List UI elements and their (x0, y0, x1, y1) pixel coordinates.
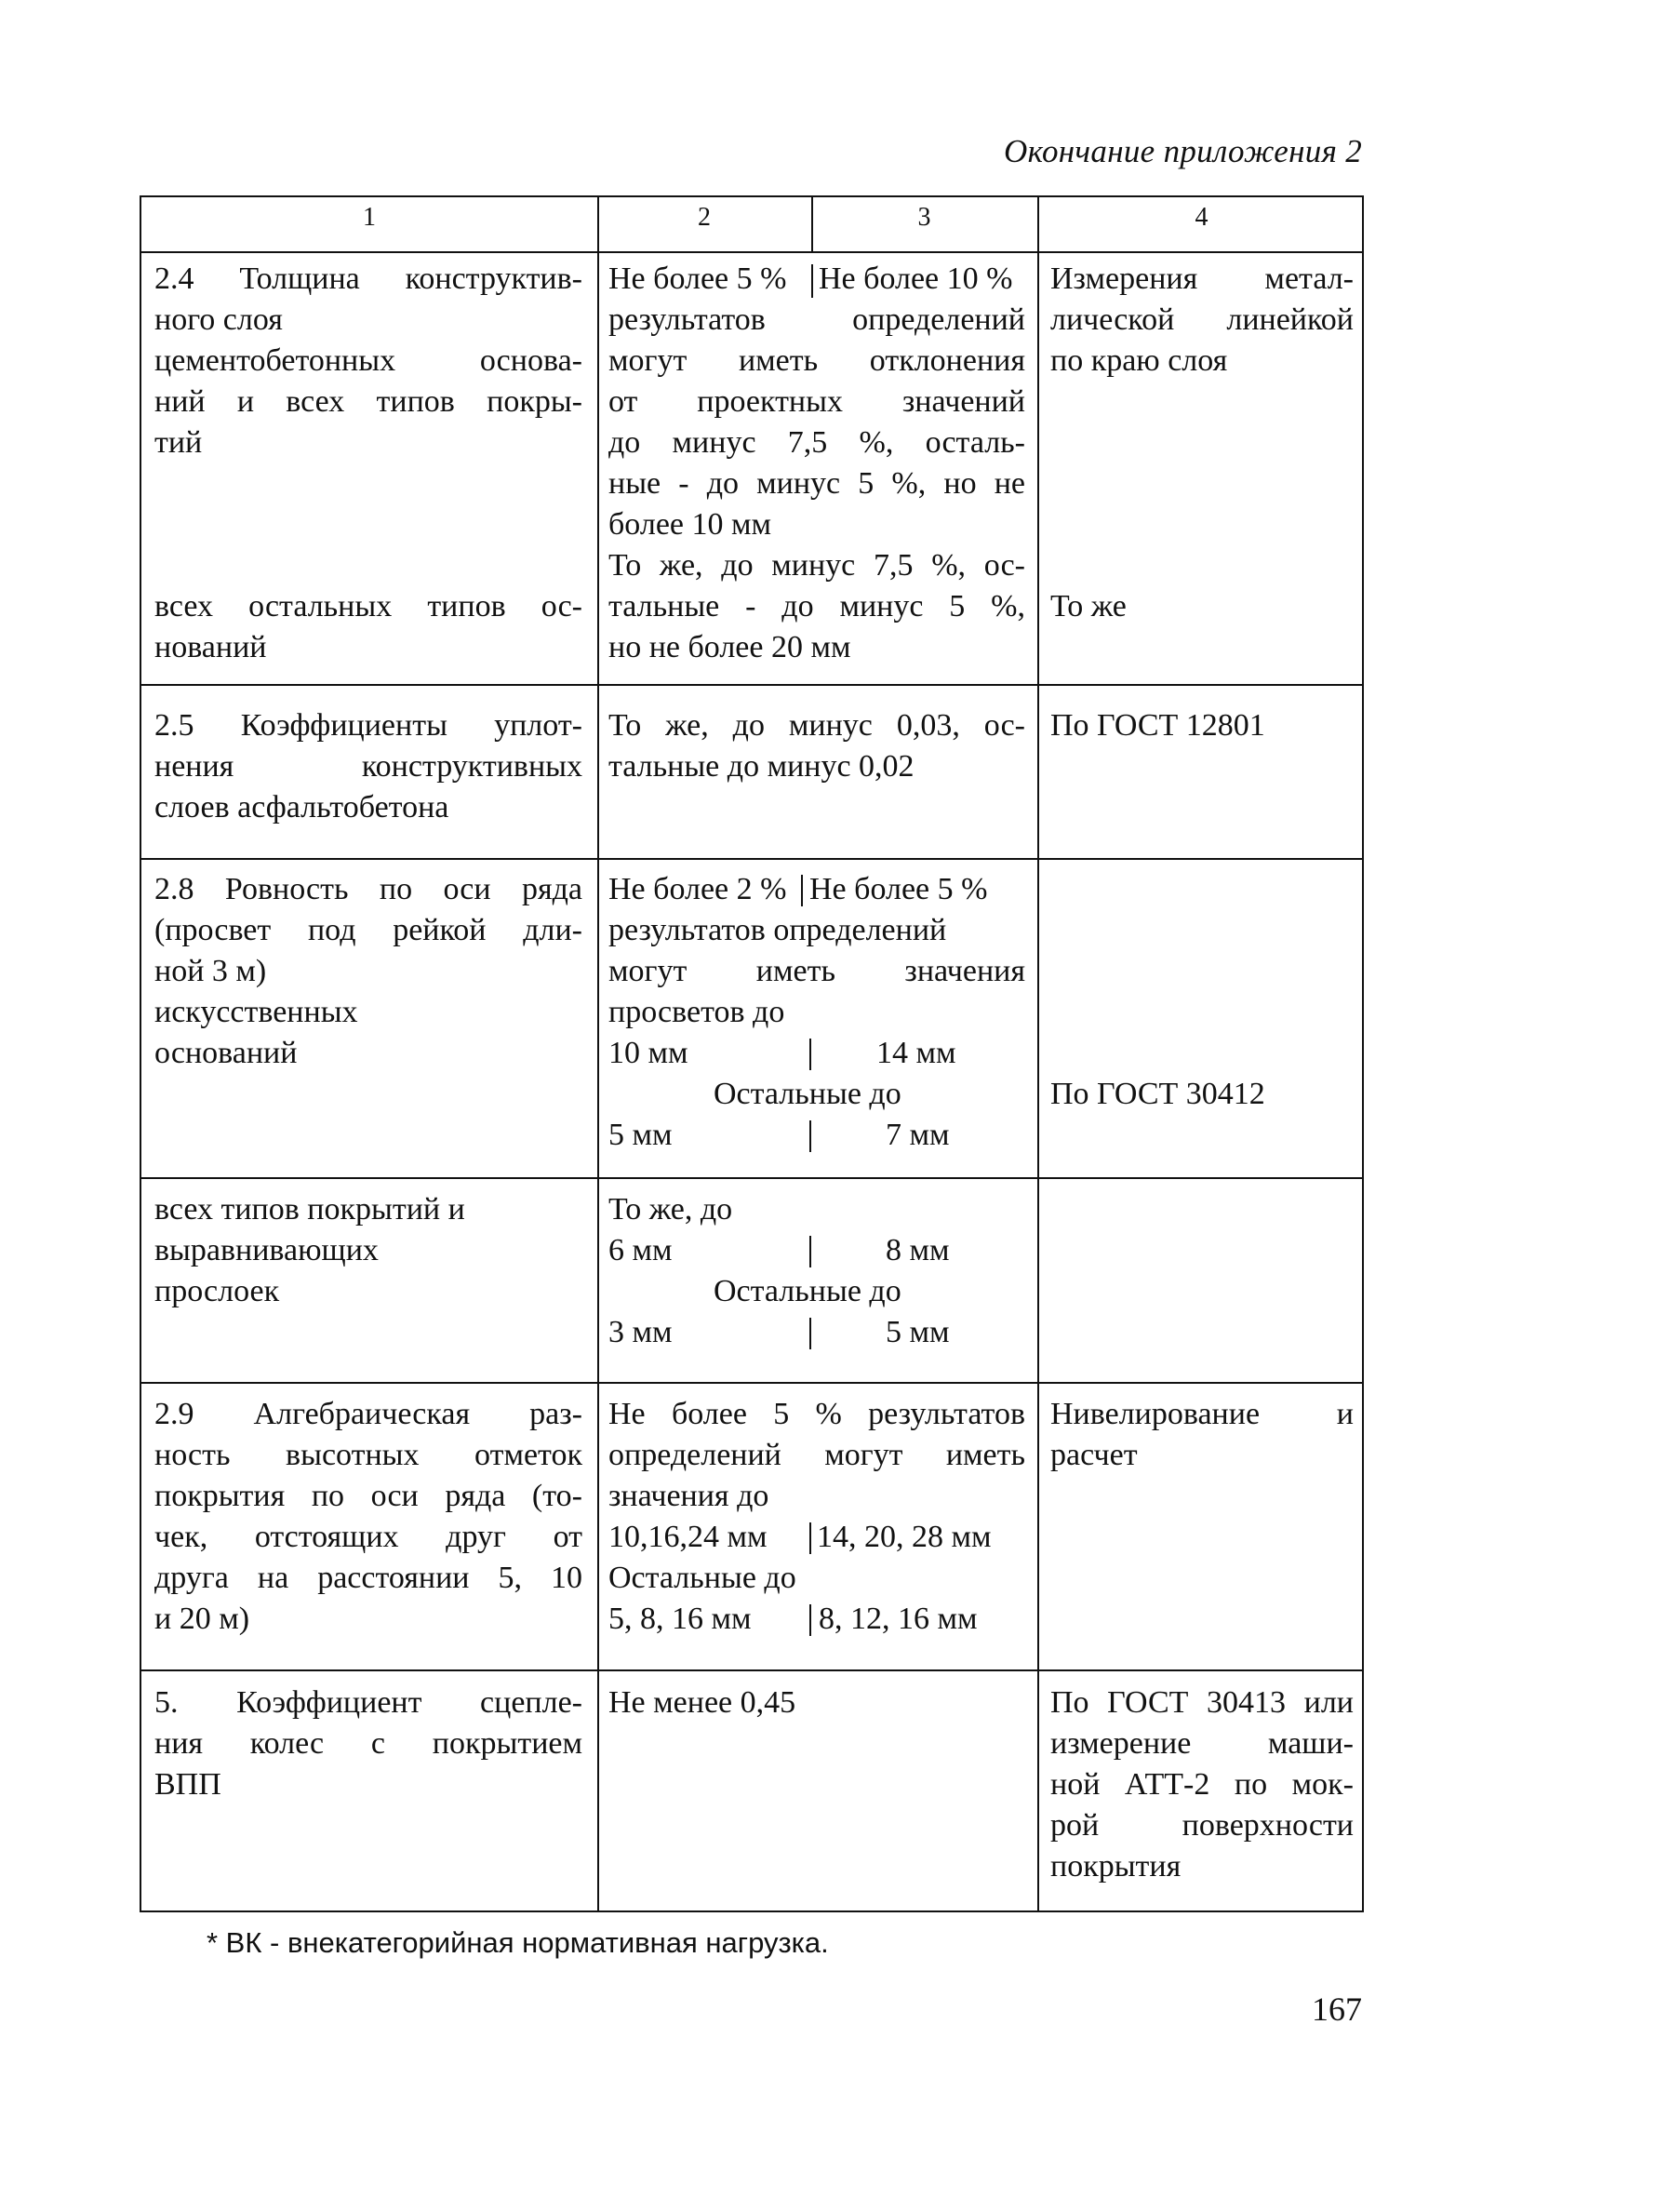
row-2-8-coatings-rest-label: Остальные до (714, 1274, 901, 1308)
inline-divider (801, 875, 803, 906)
row-rule (141, 1177, 1362, 1179)
row-2-9-value-c: 5, 8, 16 мм (608, 1602, 752, 1636)
row-2-9-parameter: 2.9 Алгебраическая раз- ность высотных отметок покрытия по оси ряда (то- чек, отстоящих друг от друга на расстоянии 5, 10 и 20 м) (154, 1397, 582, 1636)
row-2-9-value-d: 8, 12, 16 мм (819, 1602, 978, 1636)
row-2-5-method: По ГОСТ 12801 (1050, 708, 1265, 743)
row-2-5-parameter: 2.5 Коэффициенты уплот- нения конструктивных слоев асфальтобетона (154, 708, 582, 824)
inline-divider (809, 1039, 811, 1070)
header-col-2: 2 (698, 203, 711, 232)
row-2-9-rest-label: Остальные до (608, 1561, 796, 1595)
column-divider (597, 197, 599, 1910)
inline-divider (809, 1236, 811, 1267)
row-2-4-limit-b: Не более 10 % (819, 261, 1013, 296)
header-col-1: 1 (363, 203, 376, 232)
row-2-9-method: Нивелирование и расчет (1050, 1397, 1354, 1472)
row-2-4-parameter: 2.4 Толщина конструктив- ного слоя цементобетонных основа- ний и всех типов покры- тий всех остальных типов ос- нований (154, 261, 582, 664)
row-2-8-rest-label: Остальные до (714, 1077, 901, 1111)
row-2-8-coatings-value-b: 8 мм (886, 1233, 950, 1267)
inline-divider (809, 1604, 811, 1636)
row-2-5-tolerance: То же, до минус 0,03, ос- тальные до минус 0,02 (608, 708, 1025, 784)
header-rule (141, 251, 1362, 253)
inline-divider (809, 1318, 811, 1349)
row-5-method: По ГОСТ 30413 или измерение маши- ной АТТ-2 по мок- рой поверхности покрытия (1050, 1685, 1354, 1884)
row-2-8-value-d: 7 мм (886, 1118, 950, 1152)
row-2-9-value-b: 14, 20, 28 мм (817, 1520, 992, 1554)
row-2-8-coatings-value-d: 5 мм (886, 1315, 950, 1349)
row-2-8-value-b: 14 мм (876, 1036, 956, 1070)
row-5-tolerance: Не менее 0,45 (608, 1685, 796, 1720)
row-2-8-limit-b: Не более 5 % (809, 872, 988, 906)
row-2-8-value-a: 10 мм (608, 1036, 688, 1070)
row-2-4-limit-a: Не более 5 % (608, 261, 787, 296)
row-2-8-method: По ГОСТ 30412 (1050, 1077, 1265, 1111)
row-rule (141, 684, 1362, 686)
row-2-8-parameter: 2.8 Ровность по оси ряда (просвет под рейкой дли- ной 3 м) искусственных оснований (154, 872, 582, 1070)
row-2-4-tolerance: результатов определений могут иметь отклонения от проектных значений до минус 7,5 %, осталь- ные - до минус 5 %, но не более 10 мм То же, до минус 7,5 %, ос- тальные - до минус 5 %, но не более 20 мм (608, 302, 1025, 664)
row-2-8-limit-a: Не более 2 % (608, 872, 787, 906)
inline-divider (811, 264, 813, 298)
row-2-8-coatings-value-a: 6 мм (608, 1233, 673, 1267)
row-2-8-coatings-lead: То же, до (608, 1192, 733, 1227)
row-2-8-coatings-value-c: 3 мм (608, 1315, 673, 1349)
row-2-8-tolerance: результатов определений могут иметь значения просветов до (608, 913, 1025, 1029)
row-2-4-method: Измерения метал- лической линейкой по краю слоя То же (1050, 261, 1354, 623)
row-rule (141, 1669, 1362, 1671)
header-col-4: 4 (1195, 203, 1208, 232)
footnote: * ВК - внекатегорийная нормативная нагрузка. (207, 1926, 829, 1959)
page-number: 167 (1312, 1991, 1362, 2028)
requirements-table (140, 195, 1364, 1912)
row-2-8-coatings-parameter: всех типов покрытий и выравнивающих прослоек (154, 1192, 465, 1308)
row-2-9-tolerance: Не более 5 % результатов определений могут иметь значения до (608, 1397, 1025, 1513)
row-rule (141, 858, 1362, 860)
page-heading: Окончание приложения 2 (1004, 133, 1362, 169)
header-col-3: 3 (917, 203, 931, 232)
inline-divider (809, 1120, 811, 1152)
row-5-parameter: 5. Коэффициент сцепле- ния колес с покрытием ВПП (154, 1685, 582, 1802)
row-2-8-value-c: 5 мм (608, 1118, 673, 1152)
row-2-9-value-a: 10,16,24 мм (608, 1520, 768, 1554)
row-rule (141, 1382, 1362, 1384)
column-divider (1037, 197, 1039, 1910)
inline-divider (809, 1522, 811, 1554)
